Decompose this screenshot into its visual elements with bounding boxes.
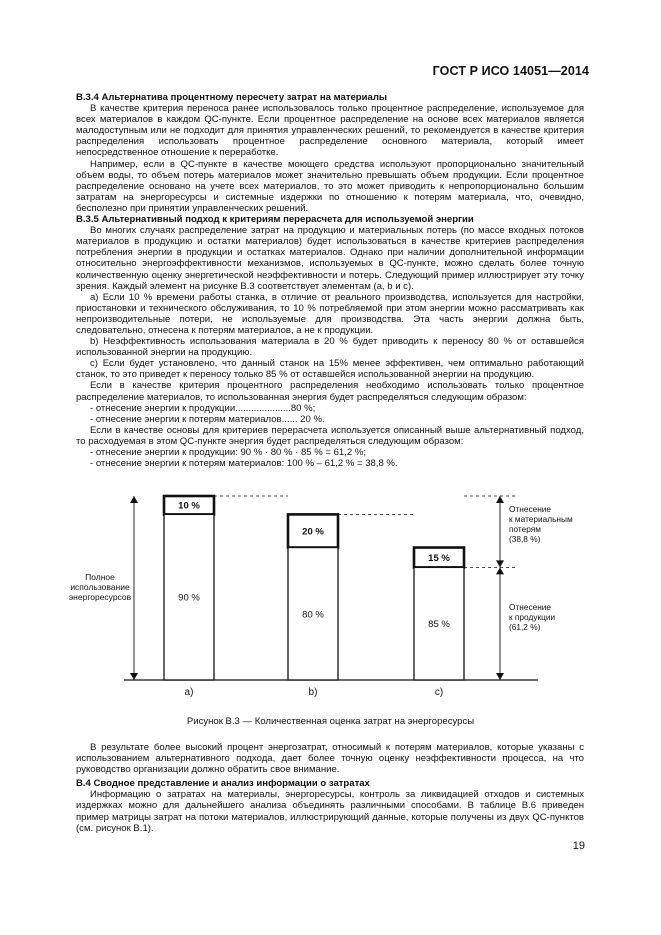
right-label-top-line: (38,8 %) (509, 534, 541, 544)
category-label: b) (308, 687, 318, 698)
paragraph: Если в качестве основы для критериев перерасчета используется описанный выше альтернативный подход, то расходуемая в этом QC-пункте энергия будет распределяться следующим образом: (76, 424, 584, 447)
left-arrow-up (130, 496, 138, 503)
right-arrow (496, 496, 504, 503)
dash-item: - отнесение энергии к потерям материалов: 100 % – 61,2 % = 38,8 %. (90, 458, 398, 470)
paragraph: Если в качестве критерия процентного распределения необходимо использовать только процентное распределение материалов, то использованная энергия будет распределяться следующим образом: (76, 380, 584, 403)
section-heading-b35: В.3.5 Альтернативный подход к критериям перерасчета для используемой энергии (76, 214, 474, 226)
page-number: 19 (572, 840, 585, 852)
left-label-line: энергоресурсов (68, 592, 132, 602)
energy-cost-chart (68, 490, 586, 710)
paragraph: Например, если в QC-пункте в качестве моющего средства используют пропорционально значительный объем воды, то объем потерь материалов может значительно превышать объем продукции. Если процентное распределение основано на учете всех материалов, то это может приводить к непропорционально большим затратам на энергоресурсы и системные издержки по отношению к потерям материала, что, очевидно, бесполезно при принятии управленческих решений. (76, 158, 584, 214)
dash-item: - отнесение энергии к продукции: 90 % · 80 % · 85 % = 61,2 %; (90, 447, 366, 458)
right-label-top-line: к материальным (509, 514, 573, 524)
left-label-line: использование (70, 582, 130, 592)
bar-loss-label: 10 % (178, 500, 200, 512)
dash-item: - отнесение энергии к продукции.....................80 %; (90, 402, 316, 414)
paragraph: В результате более высокий процент энергозатрат, относимый к потерям материалов, которые указаны с использованием альтернативного подхода, дает более точную оценку неэффективности процесса, на что руководство организации должно обратить свое внимание. (76, 742, 584, 776)
paragraph: Во многих случаях распределение затрат на продукцию и материальных потерь (по массе входных потоков материалов в продукцию и остатки материалов) будет использоваться в качестве критериев распределения потребления энергии в продукции и остатках материалов. Однако при наличии дополнительной информации относительно энергоэффективности механизмов, используемых в QC-пункте, можно сделать более точную количественную оценку энергетической неэффективности и потерь. Следующий пример иллюстрирует эту точку зрения. Каждый элемент на рисунке В.3 соответствует элементам (а, b и с). (76, 225, 584, 292)
document-body-continued (76, 742, 584, 834)
category-label: c) (434, 687, 444, 698)
list-item-c: c) Если будет установлено, что данный станок на 15% менее эффективен, чем оптимально работающий станок, то это приведет к переносу только 85 % от оставшейся использованной энергии на продукцию. (76, 358, 584, 381)
right-label-bottom-line: к продукции (509, 612, 556, 622)
right-label-bottom-line: Отнесение (509, 602, 552, 612)
section-heading-b4: В.4 Сводное представление и анализ информации о затратах (76, 778, 370, 790)
section-heading-b34: В.3.4 Альтернатива процентному пересчету затрат на материалы (76, 92, 388, 103)
right-label-bottom-line: (61,2 %) (509, 622, 541, 632)
list-item-a: a) Если 10 % времени работы станка, в отличие от реального производства, используется для настройки, приостановки и технического обслуживания, то 10 % потребляемой при этом энергии можно рассматривать как непроизводительные потери, не используемые для производства. Эта часть энергии должна быть, следовательно, отнесена к потерям материалов, а не к продукции. (76, 291, 584, 336)
right-arrow (496, 567, 504, 574)
bar-loss-label: 15 % (428, 552, 450, 564)
paragraph: Информацию о затратах на материалы, энергоресурсы, контроль за ликвидацией отходов и системных издержках можно для дальнейшего анализа объединять различными способами. В таблице В.6 приведен пример матрицы затрат на потоки материалов, иллюстрирующий данные, которые получены из двух QC-пунктов (см. рисунок В.1). (76, 789, 584, 834)
category-label: a) (184, 687, 194, 698)
bar-product-label: 90 % (178, 592, 200, 604)
dash-item: - отнесение энергии к потерям материалов...... 20 %. (90, 413, 325, 425)
right-arrow (496, 673, 504, 680)
list-item-b: b) Неэффективность использования материала в 20 % будет приводить к переносу 80 % от оставшейся использованной энергии на продукцию. (76, 336, 584, 359)
left-arrow-down (130, 673, 138, 680)
left-label-line: Полное (85, 572, 115, 582)
right-label-top-line: Отнесение (509, 504, 552, 514)
bar-loss-label: 20 % (302, 526, 324, 538)
right-arrow (496, 560, 504, 567)
right-label-top-line: потерям (509, 524, 541, 534)
document-header: ГОСТ Р ИСО 14051—2014 (432, 64, 589, 78)
figure-b3 (68, 490, 586, 715)
document-body (76, 92, 584, 469)
figure-caption: Рисунок В.3 — Количественная оценка затрат на энергоресурсы (186, 716, 475, 727)
paragraph: В качестве критерия переноса ранее использовалось только процентное распределение, используемое для всех материалов в каждом QC-пункте. Если процентное распределение на основе всех материалов является малодоступным или не подходит для принятия управленческих решений, то рекомендуется в качестве критерия распределения использовать процентное распределение основного материала, который имеет непосредственное отношение к переработке. (76, 103, 584, 159)
bar-product-label: 85 % (428, 619, 450, 631)
bar-product-label: 80 % (302, 609, 324, 621)
